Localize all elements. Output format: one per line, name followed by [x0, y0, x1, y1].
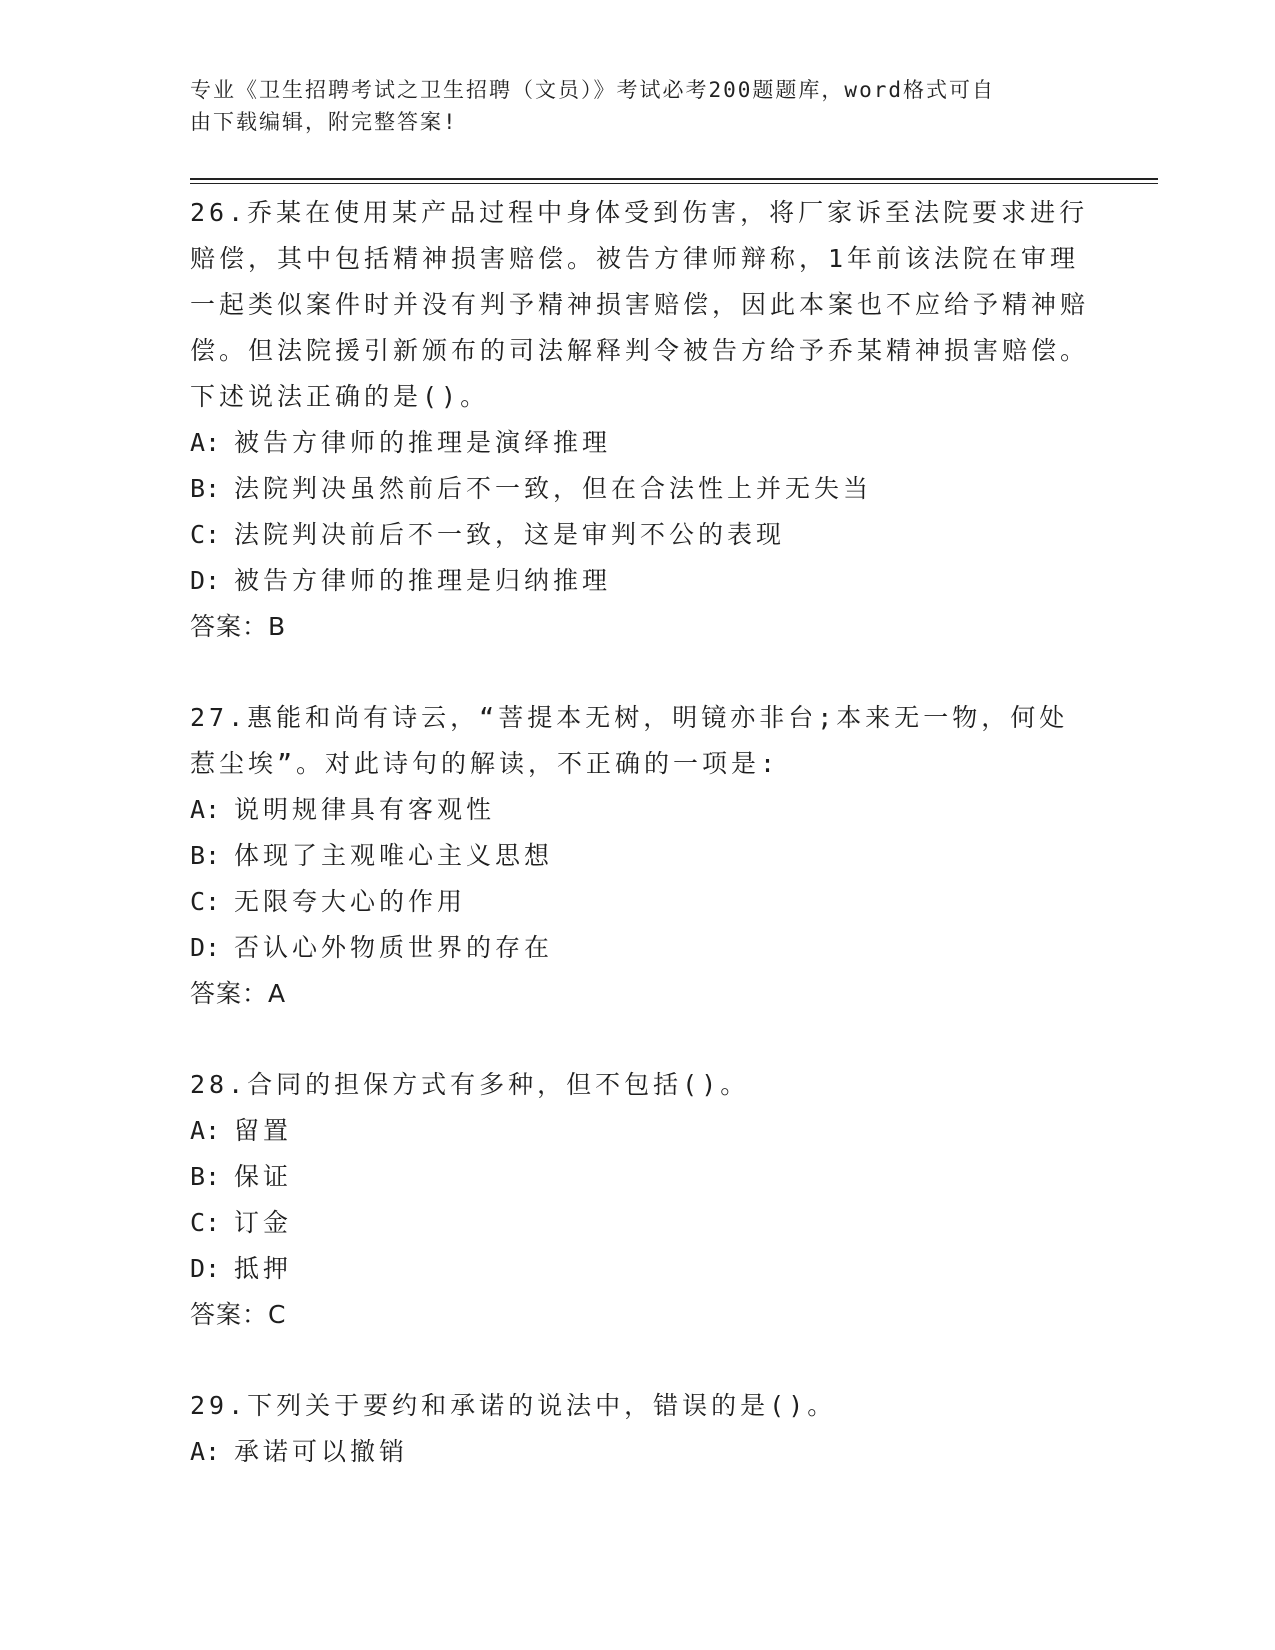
option-c [190, 512, 1090, 558]
question-26 [190, 190, 1090, 650]
option-text: 否认心外物质世界的存在 [234, 933, 554, 962]
answer-line: 答案：A [190, 979, 287, 1008]
option-text: 法院判决前后不一致，这是审判不公的表现 [234, 520, 786, 549]
question-27 [190, 695, 1090, 1017]
option-text: 留置 [234, 1116, 293, 1145]
option-b [190, 1154, 1090, 1200]
option-key: B: [190, 841, 221, 870]
option-key: C: [190, 520, 221, 549]
option-text: 保证 [234, 1162, 293, 1191]
option-a [190, 1429, 1090, 1475]
option-a [190, 787, 1090, 833]
answer-line: 答案：B [190, 612, 287, 641]
question-text: 28.合同的担保方式有多种，但不包括()。 [190, 1070, 750, 1099]
question-list [190, 190, 1090, 1520]
option-d [190, 925, 1090, 971]
option-key: A: [190, 1437, 221, 1466]
option-text: 说明规律具有客观性 [234, 795, 496, 824]
option-text: 订金 [234, 1208, 293, 1237]
option-d [190, 1246, 1090, 1292]
option-c [190, 1200, 1090, 1246]
option-key: C: [190, 887, 221, 916]
document-header [190, 74, 1090, 138]
question-text: 27.惠能和尚有诗云，“菩提本无树，明镜亦非台;本来无一物，何处惹尘埃”。对此诗句的解读，不正确的一项是: [190, 703, 1069, 778]
option-c [190, 879, 1090, 925]
option-text: 法院判决虽然前后不一致，但在合法性上并无失当 [234, 474, 873, 503]
option-key: B: [190, 1162, 221, 1191]
option-text: 被告方律师的推理是演绎推理 [234, 428, 612, 457]
option-d [190, 558, 1090, 604]
question-text: 26.乔某在使用某产品过程中身体受到伤害，将厂家诉至法院要求进行赔偿，其中包括精神损害赔偿。被告方律师辩称，1年前该法院在审理一起类似案件时并没有判予精神损害赔偿，因此本案也不应给予精神赔偿。但法院援引新颁布的司法解释判令被告方给予乔某精神损害赔偿。下述说法正确的是()。 [190, 198, 1090, 411]
option-text: 承诺可以撤销 [234, 1437, 409, 1466]
option-a [190, 1108, 1090, 1154]
answer-line: 答案：C [190, 1300, 287, 1329]
header-divider-thin [190, 183, 1158, 184]
option-b [190, 466, 1090, 512]
option-text: 无限夸大心的作用 [234, 887, 467, 916]
option-text: 抵押 [234, 1254, 293, 1283]
option-text: 体现了主观唯心主义思想 [234, 841, 554, 870]
option-key: A: [190, 428, 221, 457]
option-key: C: [190, 1208, 221, 1237]
option-key: D: [190, 566, 221, 595]
option-a [190, 420, 1090, 466]
option-key: A: [190, 1116, 221, 1145]
option-key: D: [190, 1254, 221, 1283]
option-key: D: [190, 933, 221, 962]
option-key: B: [190, 474, 221, 503]
option-key: A: [190, 795, 221, 824]
question-28 [190, 1062, 1090, 1338]
question-29 [190, 1383, 1090, 1475]
option-b [190, 833, 1090, 879]
header-title-line-2: 由下载编辑，附完整答案! [190, 110, 458, 134]
header-title-line-1: 专业《卫生招聘考试之卫生招聘（文员）》考试必考200题题库，word格式可自 [190, 78, 995, 102]
header-divider-thick [190, 178, 1158, 180]
question-text: 29.下列关于要约和承诺的说法中，错误的是()。 [190, 1391, 837, 1420]
option-text: 被告方律师的推理是归纳推理 [234, 566, 612, 595]
